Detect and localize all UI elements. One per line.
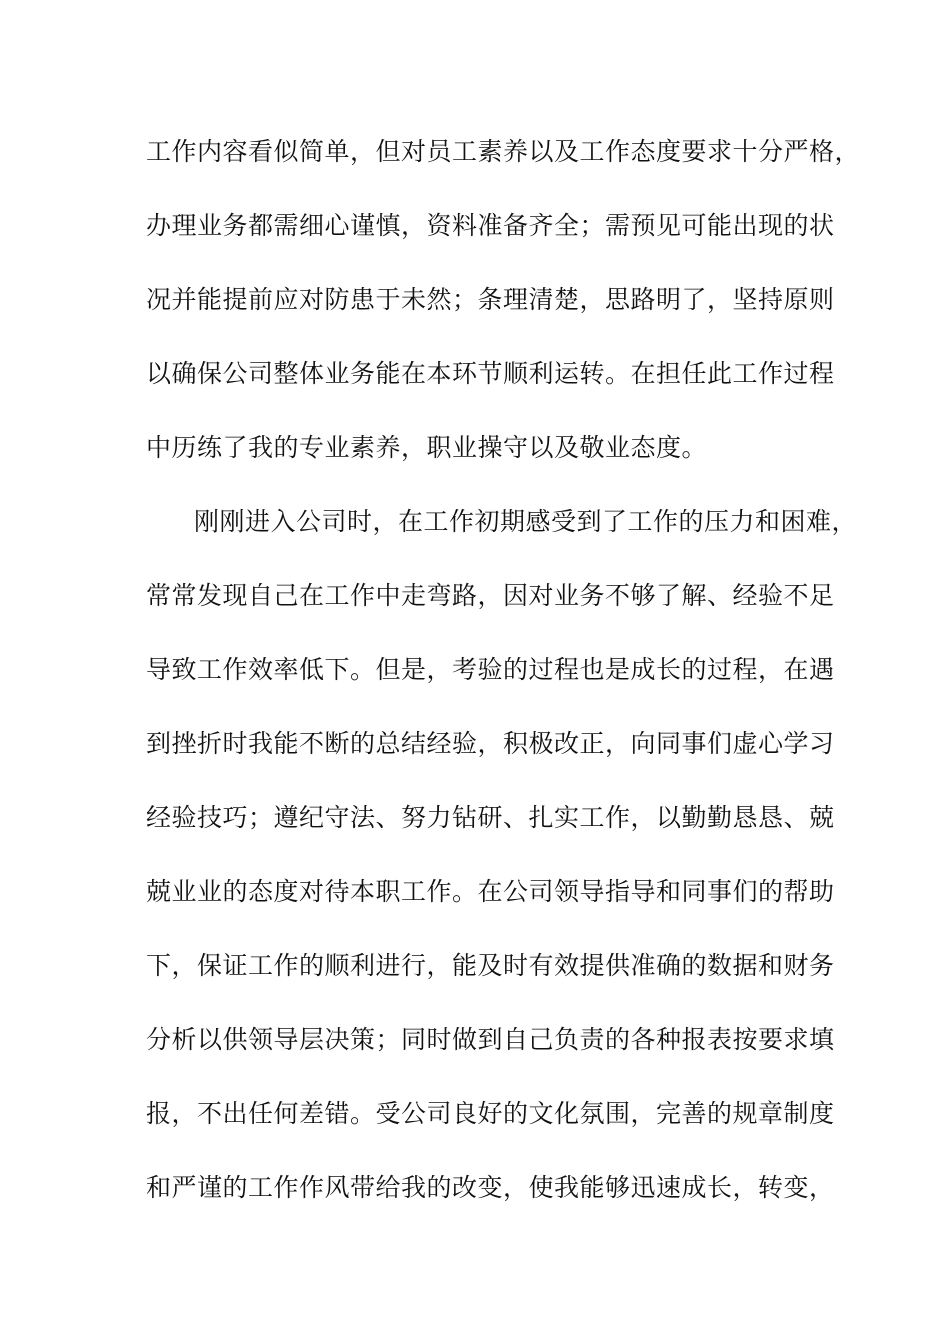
text-line: 办理业务都需细心谨慎，资料准备齐全；需预见可能出现的状 [146,211,835,240]
text-line: 分析以供领导层决策；同时做到自己负责的各种报表按要求填 [146,1025,835,1054]
text-line: 中历练了我的专业素养，职业操守以及敬业态度。 [146,433,708,462]
text-line: 导致工作效率低下。但是，考验的过程也是成长的过程，在遇 [146,655,835,684]
text-line: 下，保证工作的顺利进行，能及时有效提供准确的数据和财务 [146,951,835,980]
text-line: 到挫折时我能不断的总结经验，积极改正，向同事们虚心学习 [146,729,835,758]
text-line: 兢业业的态度对待本职工作。在公司领导指导和同事们的帮助 [146,877,835,906]
text-line: 和严谨的工作作风带给我的改变，使我能够迅速成长，转变， [146,1173,835,1202]
text-line: 况并能提前应对防患于未然；条理清楚，思路明了，坚持原则 [146,285,835,314]
text-line: 经验技巧；遵纪守法、努力钻研、扎实工作，以勤勤恳恳、兢 [146,803,835,832]
text-line: 常常发现自己在工作中走弯路，因对业务不够了解、经验不足 [146,581,835,610]
text-line: 工作内容看似简单，但对员工素养以及工作态度要求十分严格， [146,137,861,166]
text-line: 报，不出任何差错。受公司良好的文化氛围，完善的规章制度 [146,1099,835,1128]
paragraph-first-line: 刚刚进入公司时，在工作初期感受到了工作的压力和困难， [194,507,858,536]
text-line: 以确保公司整体业务能在本环节顺利运转。在担任此工作过程 [146,359,835,388]
